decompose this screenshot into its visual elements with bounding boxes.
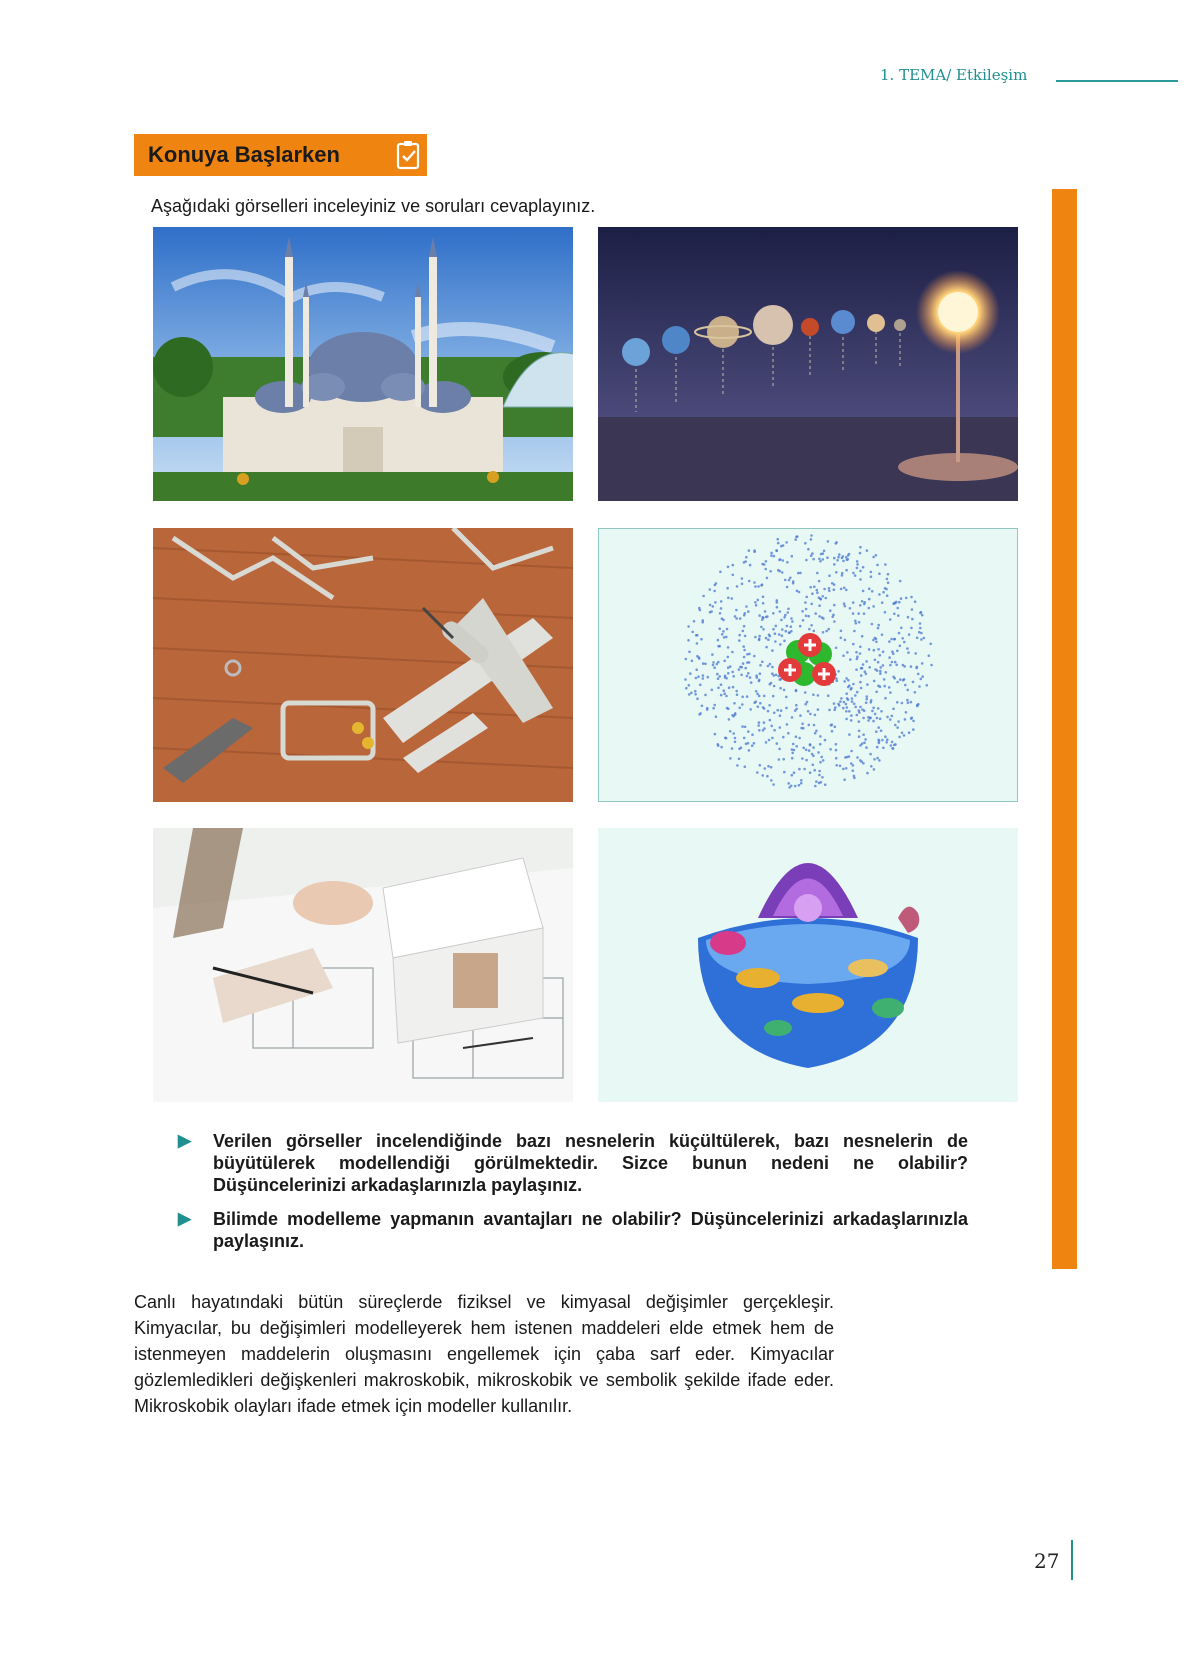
section-header bbox=[134, 134, 427, 176]
body-paragraph bbox=[134, 1289, 834, 1419]
side-accent-bar bbox=[1052, 189, 1077, 1269]
question-text: Bilimde modelleme yapmanın avantajları ne olabilir? Düşüncelerinizi arkadaşlarınızla paylaşınız. bbox=[213, 1209, 968, 1251]
clipboard-check-icon bbox=[396, 140, 422, 170]
running-head-rule bbox=[1056, 80, 1178, 82]
running-head-title: 1. TEMA/ Etkileşim bbox=[880, 66, 1028, 84]
triangle-bullet-icon: ▶ bbox=[178, 1131, 192, 1150]
body-text: Canlı hayatındaki bütün süreçlerde fiziksel ve kimyasal değişimler gerçekleşir. Kimyacılar, bu değişimleri modelleyerek hem istenen maddeleri elde etmek hem de istenmeyen maddelerin oluşmasını engellemek için çaba sarf eder. Kimyacılar gözlemledikleri değişkenleri makroskobik, mikroskobik ve sembolik şekilde ifade eder. Mikroskobik olayları ifade etmek için modeller kullanılır. bbox=[134, 1292, 834, 1416]
architectural-model-photo bbox=[153, 828, 573, 1102]
question-item bbox=[178, 1208, 968, 1252]
mosque-model-photo bbox=[153, 227, 573, 501]
solar-system-model-photo bbox=[598, 227, 1018, 501]
intro-text: Aşağıdaki görselleri inceleyiniz ve soruları cevaplayınız. bbox=[151, 196, 596, 216]
questions-list bbox=[178, 1130, 968, 1264]
section-title: Konuya Başlarken bbox=[148, 142, 340, 167]
page-number-rule bbox=[1071, 1540, 1073, 1580]
cell-model-illustration bbox=[598, 828, 1018, 1102]
question-text: Verilen görseller incelendiğinde bazı nesnelerin küçültülerek, bazı nesnelerin de büyütülerek modellendiği görülmektedir. Sizce bunun nedeni ne olabilir? Düşüncelerinizi arkadaşlarınızla paylaşınız. bbox=[213, 1131, 968, 1195]
question-item bbox=[178, 1130, 968, 1196]
triangle-bullet-icon: ▶ bbox=[178, 1209, 192, 1228]
page-number: 27 bbox=[1034, 1549, 1060, 1573]
atom-model-illustration bbox=[598, 528, 1018, 802]
model-airplane-kit-photo bbox=[153, 528, 573, 802]
